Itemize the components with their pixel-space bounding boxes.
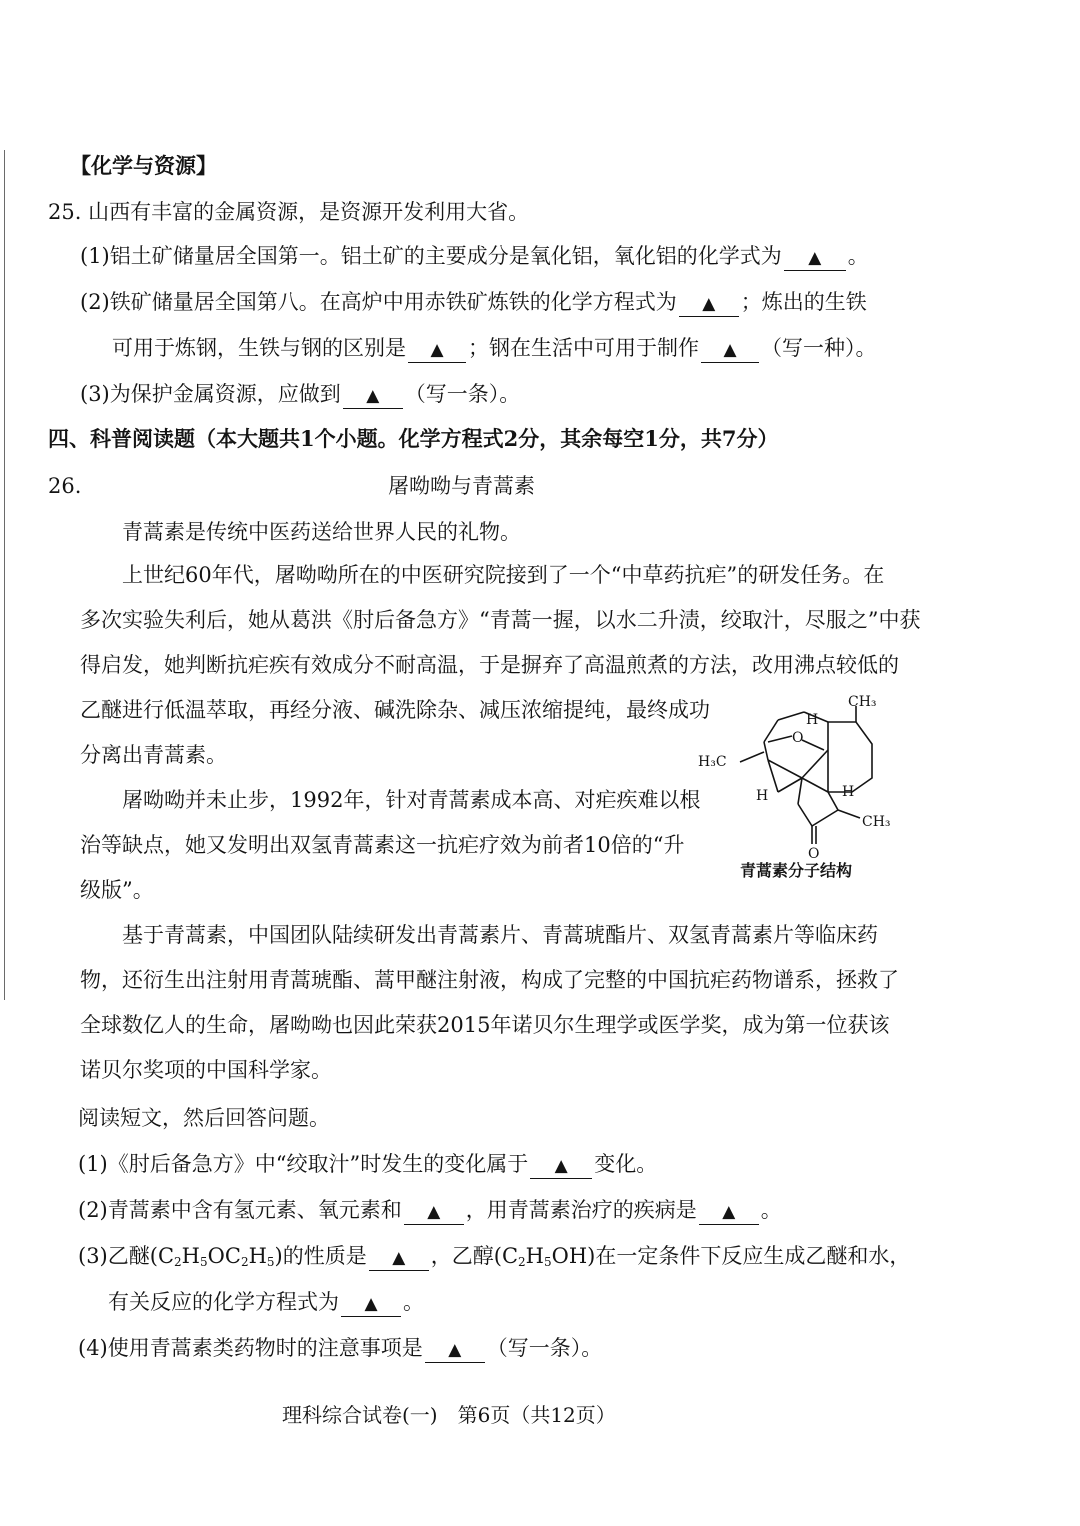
formula-element-c: C [501, 1244, 519, 1268]
formula-subscript: 5 [200, 1255, 208, 1269]
reading-instruction: 阅读短文，然后回答问题。 [78, 1106, 330, 1130]
blank-marker-triangle: ▲ [392, 1248, 406, 1268]
blank-marker-triangle: ▲ [723, 340, 737, 360]
article-para2-line4: 乙醚进行低温萃取，再经分液、碱洗除杂、减压浓缩提纯，最终成功 [80, 698, 710, 722]
blank-marker-triangle: ▲ [366, 386, 380, 406]
formula-subscript: 2 [240, 1255, 249, 1269]
artemisinin-structure-figure [696, 692, 896, 882]
q25-part2b-mid: ；钢在生活中可用于制作 [468, 336, 699, 360]
q26-a3-mid2: ，乙醇( [430, 1244, 502, 1268]
article-para4-line4: 诺贝尔奖项的中国科学家。 [80, 1058, 332, 1082]
label-h3c-left: H₃C [698, 754, 727, 770]
label-o-carbonyl: O [808, 846, 820, 862]
q25-part2-cont [112, 334, 877, 363]
q25-part2 [80, 288, 867, 317]
q26-article-title: 屠呦呦与青蒿素 [388, 474, 535, 498]
article-para4-line3: 全球数亿人的生命，屠呦呦也因此荣获2015年诺贝尔生理学或医学奖，成为第一位获该 [80, 1013, 890, 1037]
q26-a3b-end: 。 [403, 1290, 424, 1314]
answer-blank[interactable] [343, 382, 403, 409]
label-h-right: H [842, 784, 855, 800]
formula-ether [158, 1244, 275, 1268]
section-header-chem-resources: 【化学与资源】 [70, 153, 217, 178]
answer-blank[interactable] [784, 244, 846, 271]
formula-element-h: H [181, 1244, 200, 1268]
q26-a2-mid: ，用青蒿素治疗的疾病是 [465, 1198, 697, 1222]
article-para2-line2: 多次实验失利后，她从葛洪《肘后备急方》“青蒿一握，以水二升渍，绞取汁，尽服之”中获 [80, 608, 921, 632]
q25-part2-mid: ；炼出的生铁 [740, 290, 867, 314]
q25-part2-text: (2)铁矿储量居全国第八。在高炉中用赤铁矿炼铁的化学方程式为 [80, 290, 677, 314]
q25-part1 [80, 242, 869, 271]
formula-element-h: H [525, 1244, 544, 1268]
blank-marker-triangle: ▲ [430, 340, 444, 360]
formula-subscript: 2 [174, 1255, 182, 1269]
q26-a3-pre: (3)乙醚( [78, 1244, 158, 1268]
q26-a2-text: (2)青蒿素中含有氢元素、氧元素和 [78, 1198, 402, 1222]
blank-marker-triangle: ▲ [364, 1294, 378, 1314]
answer-blank[interactable] [408, 336, 466, 363]
q26-a3-mid3: )在一定条件下反应生成乙醚和水， [587, 1244, 911, 1268]
label-h-top: H [806, 712, 819, 728]
article-para1: 青蒿素是传统中医药送给世界人民的礼物。 [122, 520, 521, 544]
answer-blank[interactable] [404, 1198, 464, 1225]
q26-answer4 [78, 1334, 602, 1363]
section4-header: 四、科普阅读题（本大题共1个小题。化学方程式2分，其余每空1分，共7分） [48, 426, 779, 451]
q25-part1-end: 。 [847, 244, 869, 268]
article-para4-line2: 物，还衍生出注射用青蒿琥酯、蒿甲醚注射液，构成了完整的中国抗疟药物谱系，拯救了 [80, 968, 899, 992]
q26-a2-end: 。 [760, 1198, 782, 1222]
blank-marker-triangle: ▲ [554, 1156, 568, 1176]
q25-part3-end: （写一条）。 [404, 382, 521, 406]
q25-stem: 25. 山西有丰富的金属资源，是资源开发利用大省。 [48, 200, 530, 224]
q26-a3-mid1: )的性质是 [274, 1244, 367, 1268]
formula-subscript: 2 [518, 1255, 526, 1269]
article-para4-line1: 基于青蒿素，中国团队陆续研发出青蒿素片、青蒿琥酯片、双氢青蒿素片等临床药 [122, 923, 878, 947]
label-ch3-top: CH₃ [848, 694, 877, 710]
page-footer: 理科综合试卷(一) 第6页（共12页） [282, 1403, 616, 1427]
blank-marker-triangle: ▲ [808, 248, 822, 268]
formula-element-oh: OH [551, 1244, 588, 1268]
scan-edge-line [4, 150, 5, 1000]
formula-subscript: 5 [266, 1255, 275, 1269]
blank-marker-triangle: ▲ [448, 1340, 462, 1360]
blank-marker-triangle: ▲ [702, 294, 716, 314]
q25-part2b-text: 可用于炼钢，生铁与钢的区别是 [112, 336, 406, 360]
q26-answer1 [78, 1150, 657, 1179]
q26-answer3-cont [108, 1288, 424, 1317]
article-para2-line5: 分离出青蒿素。 [80, 743, 227, 767]
q26-a4-text: (4)使用青蒿素类药物时的注意事项是 [78, 1336, 423, 1360]
answer-blank[interactable] [679, 290, 739, 317]
answer-blank[interactable] [341, 1290, 401, 1317]
q26-a3b-text: 有关反应的化学方程式为 [108, 1290, 339, 1314]
blank-marker-triangle: ▲ [722, 1202, 736, 1222]
label-h-left: H [756, 788, 769, 804]
q26-answer3 [78, 1242, 910, 1271]
label-ch3-right: CH₃ [862, 814, 891, 830]
q26-a1-end: 变化。 [594, 1152, 658, 1176]
answer-blank[interactable] [699, 1198, 759, 1225]
article-para2-line1: 上世纪60年代，屠呦呦所在的中医研究院接到了一个“中草药抗疟”的研发任务。在 [122, 563, 885, 587]
q25-part3-text: (3)为保护金属资源，应做到 [80, 382, 341, 406]
article-para2-line3: 得启发，她判断抗疟疾有效成分不耐高温，于是摒弃了高温煎煮的方法，改用沸点较低的 [80, 653, 899, 677]
formula-subscript: 5 [544, 1255, 552, 1269]
q26-a1-text: (1)《肘后备急方》中“绞取汁”时发生的变化属于 [78, 1152, 529, 1176]
q26-number: 26. [48, 474, 82, 498]
q26-answer2 [78, 1196, 782, 1225]
figure-caption: 青蒿素分子结构 [740, 861, 853, 880]
article-para3-line2: 治等缺点，她又发明出双氢青蒿素这一抗疟疗效为前者10倍的“升 [80, 833, 685, 857]
formula-element-c: C [157, 1244, 175, 1268]
q26-a4-end: （写一条）。 [486, 1336, 603, 1360]
formula-element-oc: OC [207, 1244, 241, 1268]
q25-part2b-end: （写一种）。 [761, 336, 877, 360]
article-para3-line3: 级版”。 [80, 878, 154, 902]
answer-blank[interactable] [701, 336, 759, 363]
answer-blank[interactable] [530, 1152, 592, 1179]
answer-blank[interactable] [425, 1336, 485, 1363]
label-o-peroxide: O [792, 730, 804, 746]
q25-part1-text: (1)铝土矿储量居全国第一。铝土矿的主要成分是氧化铝，氧化铝的化学式为 [80, 244, 782, 268]
formula-element-h: H [248, 1244, 267, 1268]
answer-blank[interactable] [369, 1244, 429, 1271]
q25-part3 [80, 380, 520, 409]
blank-marker-triangle: ▲ [427, 1202, 441, 1222]
article-para3-line1: 屠呦呦并未止步，1992年，针对青蒿素成本高、对疟疾难以根 [122, 788, 701, 812]
formula-ethanol [502, 1244, 587, 1268]
